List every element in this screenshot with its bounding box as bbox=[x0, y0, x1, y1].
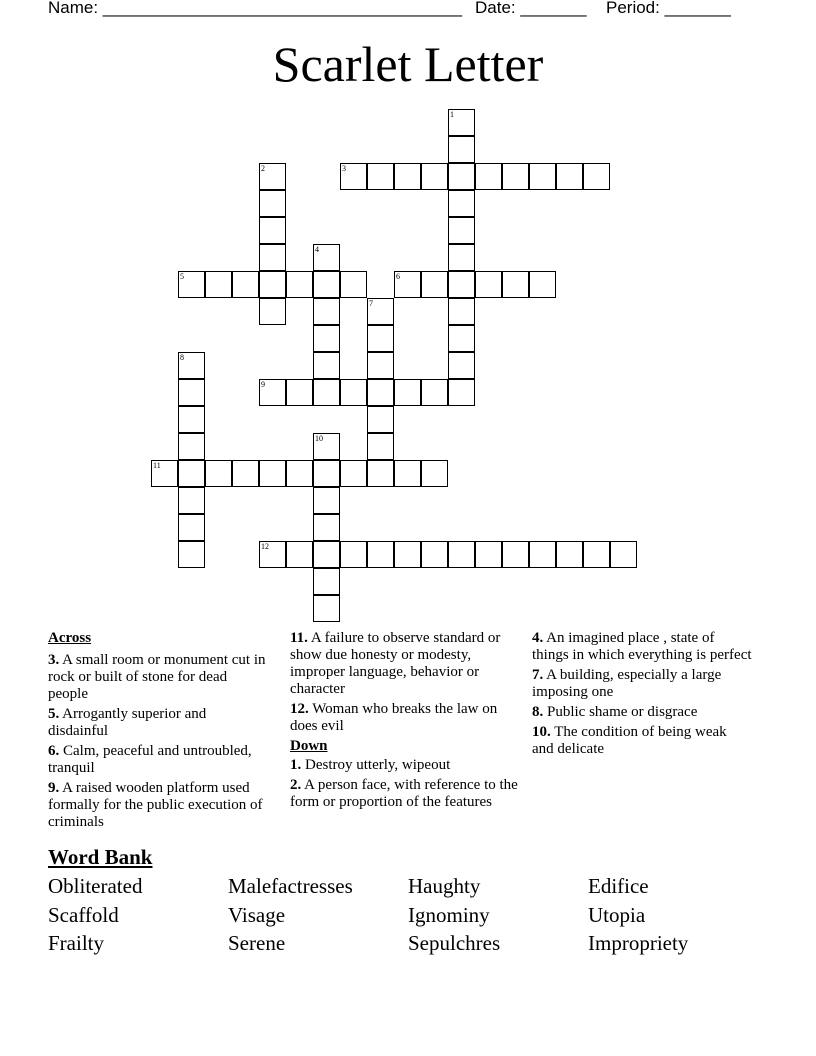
across-clue bbox=[48, 652, 270, 703]
crossword-cell[interactable] bbox=[178, 514, 205, 541]
clue-number-label: 8 bbox=[180, 353, 184, 362]
crossword-cell[interactable] bbox=[448, 541, 475, 568]
crossword-cell[interactable] bbox=[313, 595, 340, 622]
crossword-cell[interactable] bbox=[475, 271, 502, 298]
clue-number: 7. bbox=[532, 667, 544, 683]
crossword-cell[interactable] bbox=[367, 460, 394, 487]
crossword-cell[interactable] bbox=[448, 217, 475, 244]
crossword-cell[interactable] bbox=[448, 136, 475, 163]
crossword-cell[interactable] bbox=[178, 541, 205, 568]
crossword-cell[interactable] bbox=[394, 163, 421, 190]
crossword-cell[interactable] bbox=[367, 325, 394, 352]
word-bank-word: Ignominy bbox=[408, 903, 490, 927]
crossword-cell[interactable] bbox=[313, 379, 340, 406]
crossword-cell[interactable] bbox=[502, 271, 529, 298]
down-clue bbox=[290, 757, 518, 774]
crossword-cell[interactable] bbox=[286, 541, 313, 568]
crossword-cell[interactable] bbox=[340, 163, 367, 190]
crossword-cell[interactable] bbox=[178, 379, 205, 406]
crossword-cell[interactable] bbox=[259, 271, 286, 298]
clue-text: Arrogantly superior and disdainful bbox=[48, 706, 207, 739]
crossword-cell[interactable] bbox=[259, 379, 286, 406]
clue-number-label: 4 bbox=[315, 245, 319, 254]
crossword-cell[interactable] bbox=[583, 163, 610, 190]
clue-text: A small room or monument cut in rock or built of stone for dead people bbox=[48, 652, 266, 702]
crossword-cell[interactable] bbox=[178, 406, 205, 433]
crossword-cell[interactable] bbox=[529, 541, 556, 568]
crossword-cell[interactable] bbox=[394, 460, 421, 487]
down-clue bbox=[532, 724, 752, 758]
down-clue bbox=[532, 630, 752, 664]
crossword-cell[interactable] bbox=[475, 163, 502, 190]
crossword-cell[interactable] bbox=[313, 541, 340, 568]
crossword-cell[interactable] bbox=[232, 271, 259, 298]
crossword-cell[interactable] bbox=[367, 163, 394, 190]
crossword-cell[interactable] bbox=[448, 244, 475, 271]
crossword-cell[interactable] bbox=[367, 298, 394, 325]
word-bank-word: Malefactresses bbox=[228, 874, 353, 898]
down-clue bbox=[532, 667, 752, 701]
crossword-cell[interactable] bbox=[367, 352, 394, 379]
clue-column-3 bbox=[532, 630, 752, 761]
crossword-cell[interactable] bbox=[367, 433, 394, 460]
clue-number-label: 3 bbox=[342, 164, 346, 173]
crossword-cell[interactable] bbox=[448, 325, 475, 352]
clue-text: Public shame or disgrace bbox=[543, 704, 698, 720]
clue-text: Destroy utterly, wipeout bbox=[301, 757, 451, 773]
clue-number-label: 5 bbox=[180, 272, 184, 281]
crossword-cell[interactable] bbox=[178, 460, 205, 487]
crossword-cell[interactable] bbox=[448, 163, 475, 190]
crossword-cell[interactable] bbox=[340, 541, 367, 568]
crossword-cell[interactable] bbox=[448, 379, 475, 406]
crossword-cell[interactable] bbox=[313, 460, 340, 487]
clue-number-label: 11 bbox=[153, 461, 161, 470]
crossword-cell[interactable] bbox=[367, 379, 394, 406]
crossword-cell[interactable] bbox=[448, 352, 475, 379]
crossword-cell[interactable] bbox=[421, 271, 448, 298]
down-clue bbox=[532, 704, 752, 721]
crossword-cell[interactable] bbox=[340, 460, 367, 487]
clue-number-label: 9 bbox=[261, 380, 265, 389]
crossword-cell[interactable] bbox=[259, 163, 286, 190]
word-bank-word: Haughty bbox=[408, 874, 481, 898]
crossword-cell[interactable] bbox=[610, 541, 637, 568]
crossword-cell[interactable] bbox=[502, 541, 529, 568]
across-clue bbox=[290, 701, 518, 735]
crossword-cell[interactable] bbox=[448, 109, 475, 136]
clue-number: 4. bbox=[532, 630, 544, 646]
clue-number: 5. bbox=[48, 706, 60, 722]
clue-text: A raised wooden platform used formally for the public execution of criminals bbox=[48, 780, 263, 830]
crossword-cell[interactable] bbox=[475, 541, 502, 568]
word-bank-word: Scaffold bbox=[48, 903, 119, 927]
clue-text: A failure to observe standard or show due honesty or modesty, improper language, behavior or character bbox=[290, 630, 501, 697]
crossword-cell[interactable] bbox=[313, 298, 340, 325]
clue-text: The condition of being weak and delicate bbox=[532, 724, 727, 757]
crossword-cell[interactable] bbox=[367, 541, 394, 568]
crossword-cell[interactable] bbox=[151, 460, 178, 487]
clue-number: 8. bbox=[532, 704, 544, 720]
clue-number: 2. bbox=[290, 777, 302, 793]
crossword-cell[interactable] bbox=[286, 379, 313, 406]
crossword-cell[interactable] bbox=[421, 379, 448, 406]
crossword-cell[interactable] bbox=[394, 271, 421, 298]
crossword-cell[interactable] bbox=[313, 433, 340, 460]
word-bank-word: Visage bbox=[228, 903, 286, 927]
crossword-cell[interactable] bbox=[448, 190, 475, 217]
crossword-cell[interactable] bbox=[178, 433, 205, 460]
clue-number: 3. bbox=[48, 652, 60, 668]
crossword-cell[interactable] bbox=[178, 271, 205, 298]
clue-number: 1. bbox=[290, 757, 302, 773]
crossword-cell[interactable] bbox=[178, 487, 205, 514]
crossword-cell[interactable] bbox=[556, 163, 583, 190]
clue-text: Calm, peaceful and untroubled, tranquil bbox=[48, 743, 252, 776]
down-heading: Down bbox=[290, 738, 328, 754]
down-clue bbox=[290, 777, 518, 811]
clue-number: 9. bbox=[48, 780, 60, 796]
crossword-cell[interactable] bbox=[313, 271, 340, 298]
name-field[interactable]: Name: ______________________________________ bbox=[48, 0, 463, 17]
word-bank-word: Impropriety bbox=[588, 931, 689, 955]
crossword-cell[interactable] bbox=[502, 163, 529, 190]
clue-column-1 bbox=[48, 630, 270, 834]
crossword-cell[interactable] bbox=[259, 460, 286, 487]
clue-number-label: 10 bbox=[315, 434, 323, 443]
crossword-cell[interactable] bbox=[313, 244, 340, 271]
clue-number-label: 12 bbox=[261, 542, 269, 551]
crossword-cell[interactable] bbox=[421, 541, 448, 568]
clue-number-label: 6 bbox=[396, 272, 400, 281]
clue-number: 12. bbox=[290, 701, 309, 717]
crossword-cell[interactable] bbox=[529, 271, 556, 298]
crossword-cell[interactable] bbox=[421, 163, 448, 190]
crossword-cell[interactable] bbox=[286, 271, 313, 298]
word-bank-word: Edifice bbox=[588, 874, 649, 898]
crossword-cell[interactable] bbox=[313, 352, 340, 379]
crossword-cell[interactable] bbox=[583, 541, 610, 568]
clue-number: 10. bbox=[532, 724, 551, 740]
date-field[interactable]: Date: _______ bbox=[475, 0, 587, 17]
clue-number: 6. bbox=[48, 743, 60, 759]
period-field[interactable]: Period: _______ bbox=[606, 0, 731, 17]
crossword-cell[interactable] bbox=[259, 190, 286, 217]
crossword-cell[interactable] bbox=[259, 298, 286, 325]
across-clue bbox=[48, 780, 270, 831]
crossword-cell[interactable] bbox=[205, 271, 232, 298]
crossword-cell[interactable] bbox=[178, 352, 205, 379]
clue-text: Woman who breaks the law on does evil bbox=[290, 701, 498, 734]
crossword-cell[interactable] bbox=[448, 298, 475, 325]
clue-number-label: 7 bbox=[369, 299, 373, 308]
clue-column-2 bbox=[290, 630, 518, 814]
crossword-cell[interactable] bbox=[259, 541, 286, 568]
word-bank-word: Utopia bbox=[588, 903, 646, 927]
crossword-cell[interactable] bbox=[313, 568, 340, 595]
crossword-cell[interactable] bbox=[259, 217, 286, 244]
across-clue bbox=[48, 743, 270, 777]
crossword-cell[interactable] bbox=[259, 244, 286, 271]
word-bank-word: Sepulchres bbox=[408, 931, 501, 955]
crossword-cell[interactable] bbox=[367, 406, 394, 433]
word-bank-word: Serene bbox=[228, 931, 286, 955]
clue-text: An imagined place , state of things in which everything is perfect bbox=[532, 630, 752, 663]
across-clue bbox=[48, 706, 270, 740]
crossword-cell[interactable] bbox=[340, 271, 367, 298]
crossword-cell[interactable] bbox=[286, 460, 313, 487]
crossword-cell[interactable] bbox=[556, 541, 583, 568]
word-bank-heading: Word Bank bbox=[48, 845, 153, 869]
word-bank-word: Obliterated bbox=[48, 874, 143, 898]
crossword-cell[interactable] bbox=[340, 379, 367, 406]
crossword-cell[interactable] bbox=[394, 541, 421, 568]
across-heading: Across bbox=[48, 630, 92, 646]
crossword-cell[interactable] bbox=[313, 325, 340, 352]
crossword-cell[interactable] bbox=[529, 163, 556, 190]
page-title: Scarlet Letter bbox=[272, 36, 544, 92]
crossword-cell[interactable] bbox=[313, 514, 340, 541]
crossword-cell[interactable] bbox=[394, 379, 421, 406]
clue-number: 11. bbox=[290, 630, 308, 646]
clue-text: A building, especially a large imposing one bbox=[532, 667, 722, 700]
clue-number-label: 2 bbox=[261, 164, 265, 173]
word-bank-word: Frailty bbox=[48, 931, 104, 955]
crossword-cell[interactable] bbox=[205, 460, 232, 487]
clue-number-label: 1 bbox=[450, 110, 454, 119]
crossword-cell[interactable] bbox=[313, 487, 340, 514]
crossword-cell[interactable] bbox=[448, 271, 475, 298]
crossword-cell[interactable] bbox=[421, 460, 448, 487]
across-clue bbox=[290, 630, 518, 698]
clue-text: A person face, with reference to the form or proportion of the features bbox=[290, 777, 518, 810]
crossword-cell[interactable] bbox=[232, 460, 259, 487]
